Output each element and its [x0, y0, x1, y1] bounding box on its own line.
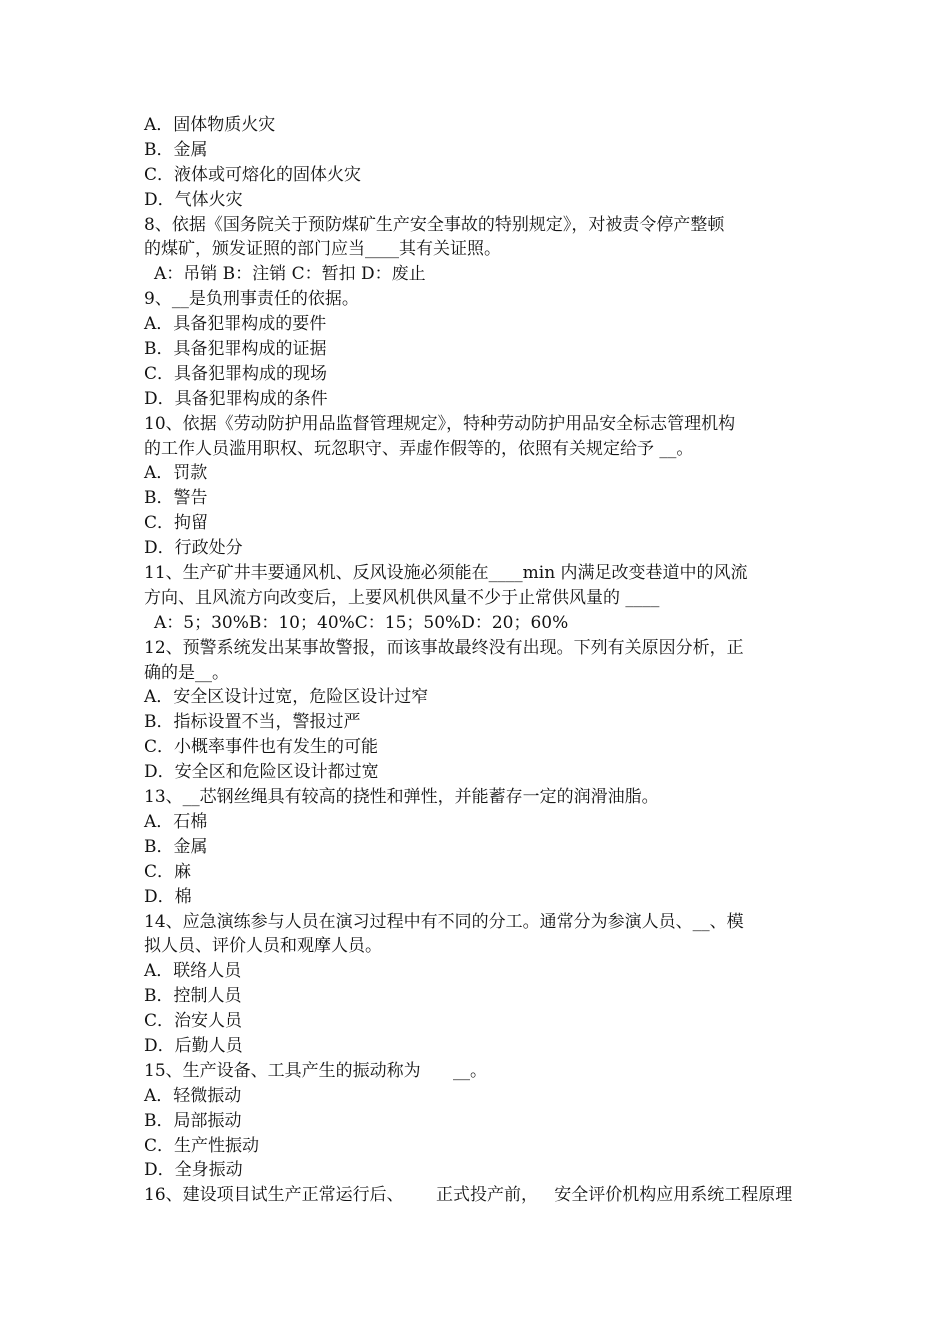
option-line: A．轻微振动: [144, 1085, 242, 1106]
option-line: B．警告: [144, 488, 208, 509]
option-line: C．麻: [144, 861, 192, 882]
option-line: B．金属: [144, 139, 208, 160]
option-line: D．后勤人员: [144, 1035, 243, 1056]
option-line: C．生产性振动: [144, 1135, 260, 1156]
option-line: C．具备犯罪构成的现场: [144, 363, 328, 384]
option-line: C．治安人员: [144, 1011, 243, 1032]
question-line: 拟人员、评价人员和观摩人员。: [144, 936, 382, 957]
question-line: 的煤矿，颁发证照的部门应当____其有关证照。: [144, 239, 501, 260]
question-line: 方向、且风流方向改变后，上要风机供风量不少于止常供风量的 ____: [144, 587, 660, 608]
option-line: A．石棉: [144, 811, 208, 832]
question-line: 15、生产设备、工具产生的振动称为 __。: [144, 1060, 488, 1081]
option-line: B．指标设置不当，警报过严: [144, 712, 361, 733]
option-line: A．联络人员: [144, 961, 242, 982]
option-line: D．具备犯罪构成的条件: [144, 388, 328, 409]
question-line: 14、应急演练参与人员在演习过程中有不同的分工。通常分为参演人员、__、模: [144, 911, 744, 932]
question-line: 13、__芯钢丝绳具有较高的挠性和弹性，并能蓄存一定的润滑油脂。: [144, 787, 659, 808]
option-line: D．棉: [144, 886, 192, 907]
option-line: A．固体物质火灾: [144, 115, 276, 135]
option-line: C．拘留: [144, 513, 209, 534]
question-line: 16、建设项目试生产正常运行后、 正式投产前， 安全评价机构应用系统工程原理: [144, 1185, 793, 1206]
question-line: 的工作人员滥用职权、玩忽职守、弄虚作假等的，依照有关规定给予 __。: [144, 438, 694, 459]
question-line: 10、依据《劳动防护用品监督管理规定》，特种劳动防护用品安全标志管理机构: [144, 413, 736, 434]
inline-options-line: A：吊销 B：注销 C：暂扣 D：废止: [154, 264, 426, 285]
question-line: 9、__是负刑事责任的依据。: [144, 289, 359, 310]
option-line: D．全身振动: [144, 1160, 243, 1181]
inline-options-line: A：5；30%B：10；40%C：15；50%D：20；60%: [154, 612, 569, 633]
option-line: A．罚款: [144, 463, 208, 484]
question-line: 确的是__。: [144, 662, 229, 683]
option-line: D．安全区和危险区设计都过宽: [144, 762, 379, 783]
option-line: B．金属: [144, 836, 208, 857]
option-line: D．行政处分: [144, 538, 243, 559]
option-line: A．安全区设计过宽，危险区设计过窄: [144, 687, 429, 708]
exam-content: [144, 113, 824, 1208]
option-line: A．具备犯罪构成的要件: [144, 314, 327, 335]
question-line: 12、预警系统发出某事故警报，而该事故最终没有出现。下列有关原因分析，正: [144, 637, 744, 658]
question-line: 8、依据《国务院关于预防煤矿生产安全事故的特别规定》，对被责令停产整顿: [144, 214, 725, 235]
question-line: 11、生产矿井丰要通风机、反风设施必须能在____min 内满足改变巷道中的风流: [144, 563, 748, 584]
option-line: B．具备犯罪构成的证据: [144, 339, 327, 360]
option-line: C．液体或可熔化的固体火灾: [144, 164, 362, 185]
option-line: D．气体火灾: [144, 189, 243, 210]
option-line: B．局部振动: [144, 1110, 242, 1131]
option-line: B．控制人员: [144, 986, 242, 1007]
option-line: C．小概率事件也有发生的可能: [144, 737, 379, 758]
